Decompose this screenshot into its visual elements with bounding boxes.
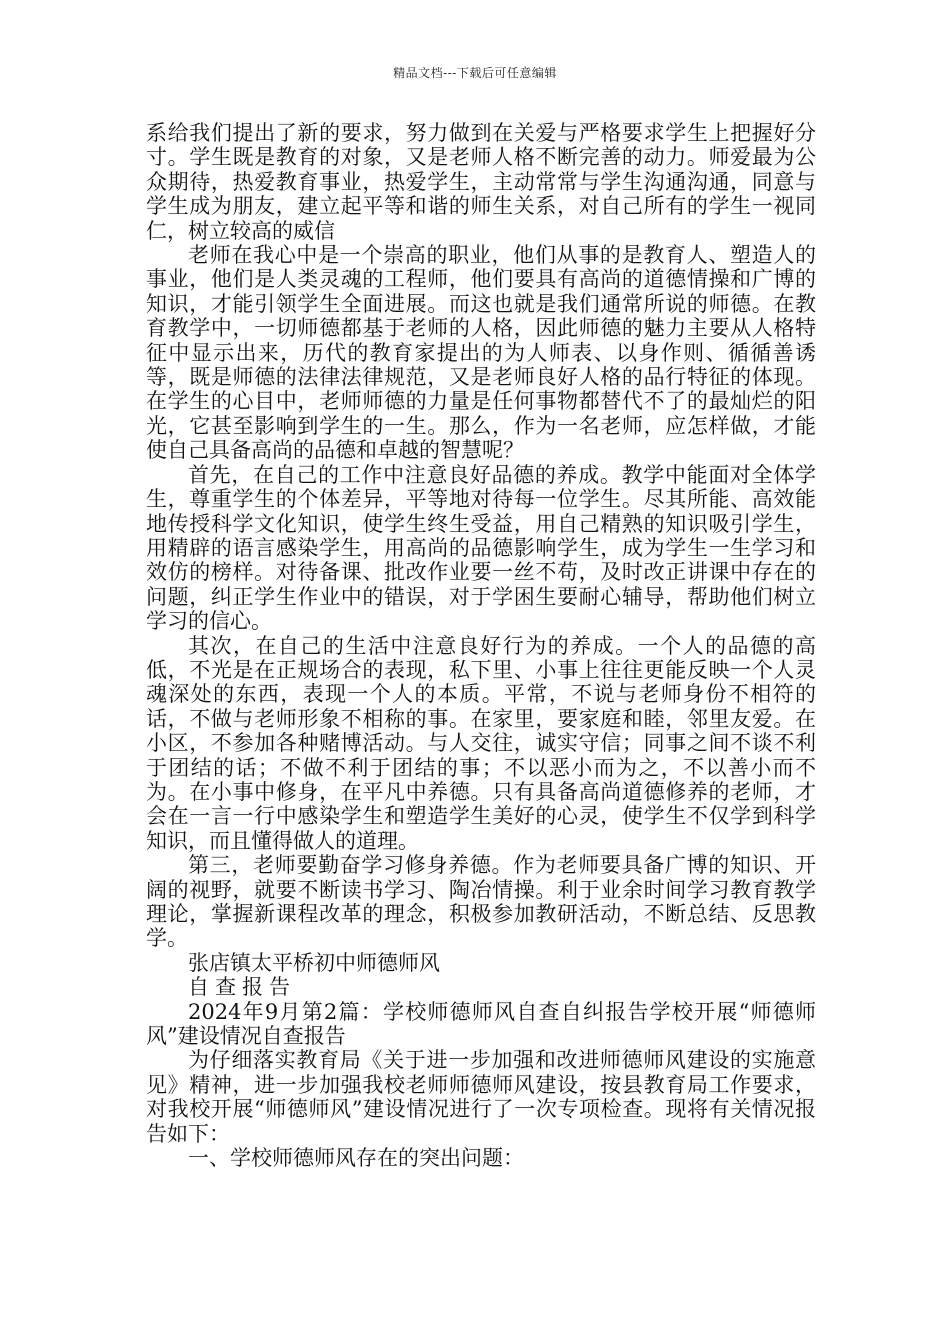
paragraph-intro: 为仔细落实教育局《关于进一步加强和改进师德师风建设的实施意见》精神，进一步加强我校老师师德师风建设，按县教育局工作要求，对我校开展“师德师风”建设情况进行了一次专项检查。现将有关情况报告如下： [146, 1048, 816, 1146]
paragraph-third-point: 第三，老师要勤奋学习修身养德。作为老师要具备广博的知识、开阔的视野，就要不断读书学习、陶冶情操。利于业余时间学习教育教学理论，掌握新课程改革的理念，积极参加教研活动，不断总结、反思教学。 [146, 853, 816, 951]
paragraph-first-point: 首先，在自己的工作中注意良好品德的养成。教学中能面对全体学生，尊重学生的个体差异，平等地对待每一位学生。尽其所能、高效能地传授科学文化知识，使学生终生受益，用自己精熟的知识吸引学生，用精辟的语言感染学生，用高尚的品德影响学生，成为学生一生学习和效仿的榜样。对待备课、批改作业要一丝不苟，及时改正讲课中存在的问题，纠正学生作业中的错误，对于学困生要耐心辅导，帮助他们树立学习的信心。 [146, 462, 816, 634]
paragraph-continuation: 系给我们提出了新的要求，努力做到在关爱与严格要求学生上把握好分寸。学生既是教育的对象，又是老师人格不断完善的动力。师爱最为公众期待，热爱教育事业，热爱学生，主动常常与学生沟通沟通，同意与学生成为朋友，建立起平等和谐的师生关系，对自己所有的学生一视同仁，树立较高的威信 [146, 121, 816, 243]
paragraph-teacher-profession: 老师在我心中是一个崇高的职业，他们从事的是教育人、塑造人的事业，他们是人类灵魂的工程师，他们要具有高尚的道德情操和广博的知识，才能引领学生全面进展。而这也就是我们通常所说的师德。在教育教学中，一切师德都基于老师的人格，因此师德的魅力主要从人格特征中显示出来，历代的教育家提出的为人师表、以身作则、循循善诱等，既是师德的法律法律规范，又是老师良好人格的品行特征的体现。在学生的心目中，老师师德的力量是任何事物都替代不了的最灿烂的阳光，它甚至影响到学生的一生。那么，作为一名老师，应怎样做，才能使自己具备高尚的品德和卓越的智慧呢？ [146, 243, 816, 463]
school-name-line: 张店镇太平桥初中师德师风 [188, 950, 440, 975]
report-title-line: 自查报告 [188, 975, 296, 1000]
second-article-title: 2024年9月第2篇：学校师德师风自查自纠报告学校开展“师德师风”建设情况自查报告 [146, 999, 816, 1049]
document-body [146, 121, 816, 1170]
section-heading-problems: 一、学校师德师风存在的突出问题： [188, 1146, 524, 1171]
paragraph-second-point: 其次，在自己的生活中注意良好行为的养成。一个人的品德的高低，不光是在正规场合的表现，私下里、小事上往往更能反映一个人灵魂深处的东西，表现一个人的本质。平常，不说与老师身份不相符的话，不做与老师形象不相称的事。在家里，要家庭和睦，邻里友爱。在小区，不参加各种赌博活动。与人交往，诚实守信；同事之间不谈不利于团结的话；不做不利于团结的事；不以恶小而为之，不以善小而不为。在小事中修身，在平凡中养德。只有具备高尚道德修养的老师，才会在一言一行中感染学生和塑造学生美好的心灵，使学生不仅学到科学知识，而且懂得做人的道理。 [146, 633, 816, 853]
page-header: 精品文档---下载后可任意编辑 [393, 66, 557, 80]
